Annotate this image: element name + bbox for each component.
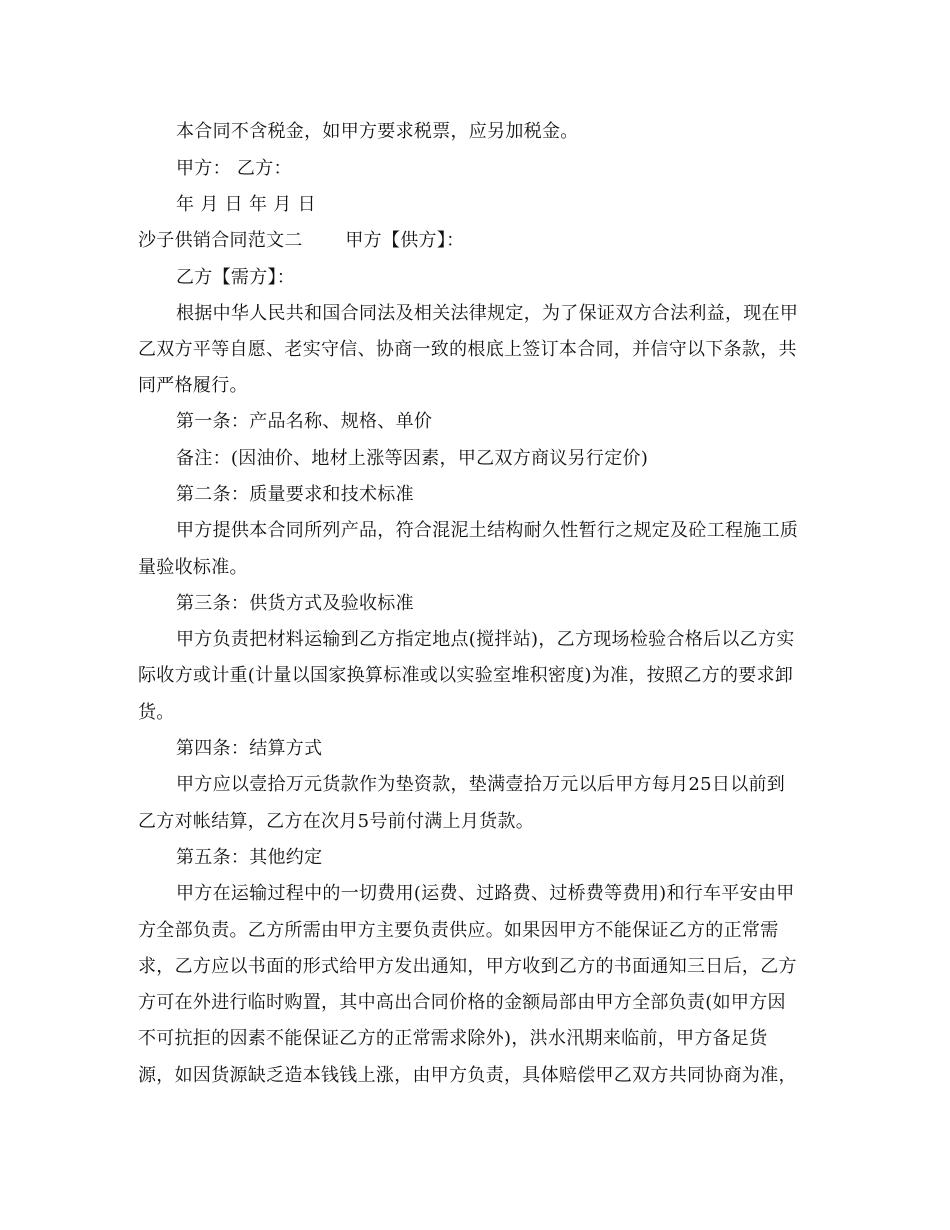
preamble-line-1: 根据中华人民共和国合同法及相关法律规定，为了保证双方合法利益，现在甲 bbox=[176, 303, 799, 324]
preamble-line-2: 乙双方平等自愿、老实守信、协商一致的根底上签订本合同，并信守以下条款，共 bbox=[138, 339, 797, 360]
article-5-line-4: 方可在外进行临时购置，其中高出合同价格的金额局部由甲方全部负责(如甲方因 bbox=[138, 992, 786, 1013]
signature-date-line: 年 月 日 年 月 日 bbox=[176, 194, 316, 215]
article-5-line-2: 方全部负责。乙方所需由甲方主要负责供应。如果因甲方不能保证乙方的正常需 bbox=[138, 920, 779, 941]
article-3-heading: 第三条：供货方式及验收标准 bbox=[176, 593, 414, 614]
article-3-line-2: 际收方或计重(计量以国家换算标准或以实验室堆积密度)为准，按照乙方的要求卸 bbox=[138, 665, 794, 686]
tax-note: 本合同不含税金，如甲方要求税票，应另加税金。 bbox=[176, 121, 579, 142]
preamble-line-3: 同严格履行。 bbox=[138, 375, 248, 396]
article-2-line-2: 量验收标准。 bbox=[138, 557, 248, 578]
contract-title-and-party-a: 沙子供销合同范文二 甲方【供方】： bbox=[138, 230, 465, 251]
article-2-heading: 第二条：质量要求和技术标准 bbox=[176, 484, 414, 505]
article-5-line-6: 源，如因货源缺乏造本钱钱上涨，由甲方负责，具体赔偿甲乙双方共同协商为准， bbox=[138, 1065, 797, 1086]
article-5-line-5: 不可抗拒的因素不能保证乙方的正常需求除外)，洪水汛期来临前，甲方备足货 bbox=[138, 1028, 768, 1049]
article-3-line-1: 甲方负责把材料运输到乙方指定地点(搅拌站)，乙方现场检验合格后以乙方实 bbox=[176, 629, 795, 650]
article-3-line-3: 货。 bbox=[138, 702, 175, 723]
article-1-heading: 第一条：产品名称、规格、单价 bbox=[176, 411, 433, 432]
article-4-heading: 第四条：结算方式 bbox=[176, 738, 323, 759]
article-1-remark: 备注：(因油价、地材上涨等因素，甲乙双方商议另行定价) bbox=[176, 448, 649, 469]
article-5-line-3: 求，乙方应以书面的形式给甲方发出通知，甲方收到乙方的书面通知三日后，乙方 bbox=[138, 956, 797, 977]
article-4-line-2: 乙方对帐结算，乙方在次月5号前付满上月货款。 bbox=[138, 811, 535, 832]
party-signature-labels: 甲方： 乙方： bbox=[176, 158, 292, 179]
party-b-label: 乙方【需方】： bbox=[176, 267, 296, 288]
article-5-line-1: 甲方在运输过程中的一切费用(运费、过路费、过桥费等费用)和行车平安由甲 bbox=[176, 883, 795, 904]
article-4-line-1: 甲方应以壹拾万元货款作为垫资款，垫满壹拾万元以后甲方每月25日以前到 bbox=[176, 774, 786, 795]
article-2-line-1: 甲方提供本合同所列产品，符合混泥土结构耐久性暂行之规定及砼工程施工质 bbox=[176, 520, 799, 541]
article-5-heading: 第五条：其他约定 bbox=[176, 847, 323, 868]
